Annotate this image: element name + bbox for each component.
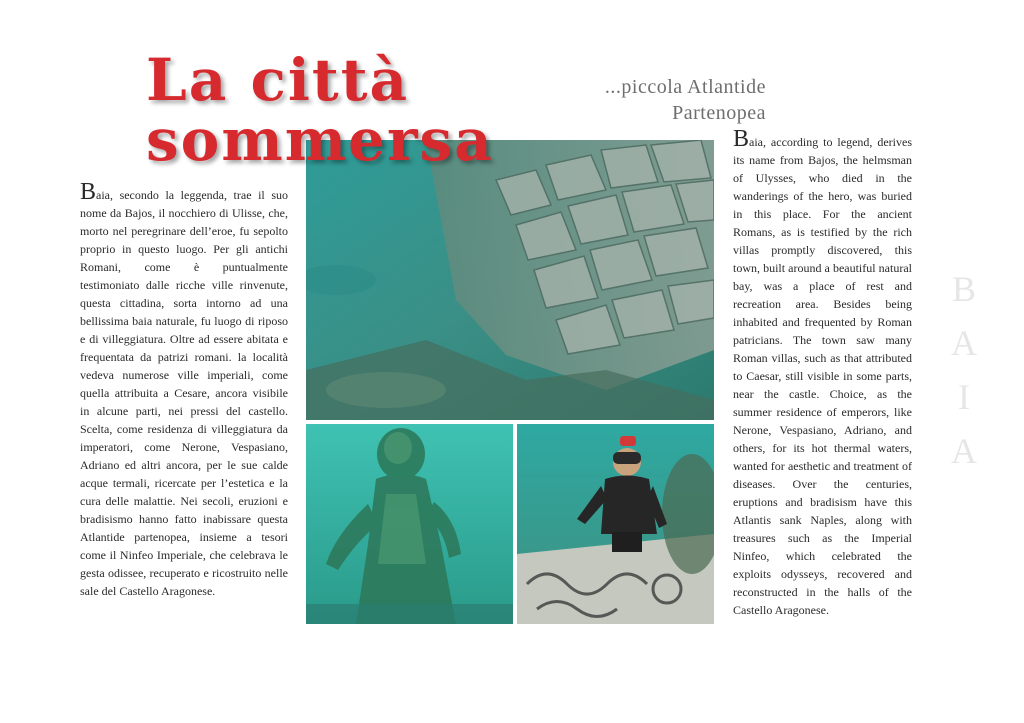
vertical-letter: B (951, 269, 976, 309)
italian-body-text: aia, secondo la leggenda, trae il suo nome da Bajos, il nocchiero di Ulisse, che, morto nel peregrinare dell’eroe, fu sepolto proprio in questo luogo. Per gli antichi Romani, come è puntualmente testimoniato dalle ricche ville rinvenute, questa cittadina, sorta intorno ad una bellissima baia naturale, fu luogo di riposo e di villeggiatura. Oltre ad essere abitata e frequentata da patrizi romani. la località vedeva numerose ville imperiali, come quella attribuita a Cesare, ancora visibile in alcune parti, nei pressi del castello. Scelta, come residenza di villeggiatura da imperatori, come Nerone, Vespasiano, Adriano ed altri ancora, per le sue calde acque termali, ricercate per l’estetica e la cura delle malattie. Nei secoli, eruzioni e bradisismo hanno fatto inabissare questa Atlantide partenopea, insieme a tesori come il Ninfeo Imperiale, che celebrava le gesta odissee, recuperato e ricostruito nelle sale del Castello Aragonese. (80, 188, 288, 598)
vertical-letter: A (951, 431, 977, 471)
page-title (146, 46, 506, 174)
english-text-column (733, 126, 912, 619)
vertical-baia-label (944, 262, 984, 478)
underwater-statue-photo (306, 424, 513, 624)
diver-mosaic-photo (517, 424, 714, 624)
underwater-ruins-photo (306, 140, 714, 420)
vertical-letter: A (951, 323, 977, 363)
title-line-2: sommersa (146, 106, 494, 174)
italian-dropcap: B (80, 179, 97, 205)
italian-text-column (80, 179, 288, 600)
english-body-text: aia, according to legend, derives its name from Bajos, the helmsman of Ulysses, who died in the wanderings of the hero, was buried in this place. For the ancient Romans, as is testified by the rich villas promptly discovered, this town, built around a beautiful natural bay, was a place of rest and recreation area. Besides being inhabited and frequented by Roman patricians. The town saw many Roman villas, such as that attributed to Caesar, still visible in some parts, near the castle. Choice, as the summer residence of emperors, like Nerone, Vespasiano, Adriano, and others, for its hot thermal waters, wanted for aesthetic and treatment of diseases. Over the centuries, eruptions and bradisism have this Atlantis sank Naples, along with treasures such as the Imperial Ninfeo, which celebrated the exploits odysseys, recovered and reconstructed in the halls of the Castello Aragonese. (733, 135, 912, 617)
english-dropcap: B (733, 126, 750, 152)
title-line-1: La città (146, 46, 410, 114)
subtitle-line-1: ...piccola Atlantide (604, 76, 766, 98)
subtitle (605, 74, 766, 126)
vertical-letter: I (958, 377, 970, 417)
subtitle-line-2: Partenopea (672, 102, 766, 124)
